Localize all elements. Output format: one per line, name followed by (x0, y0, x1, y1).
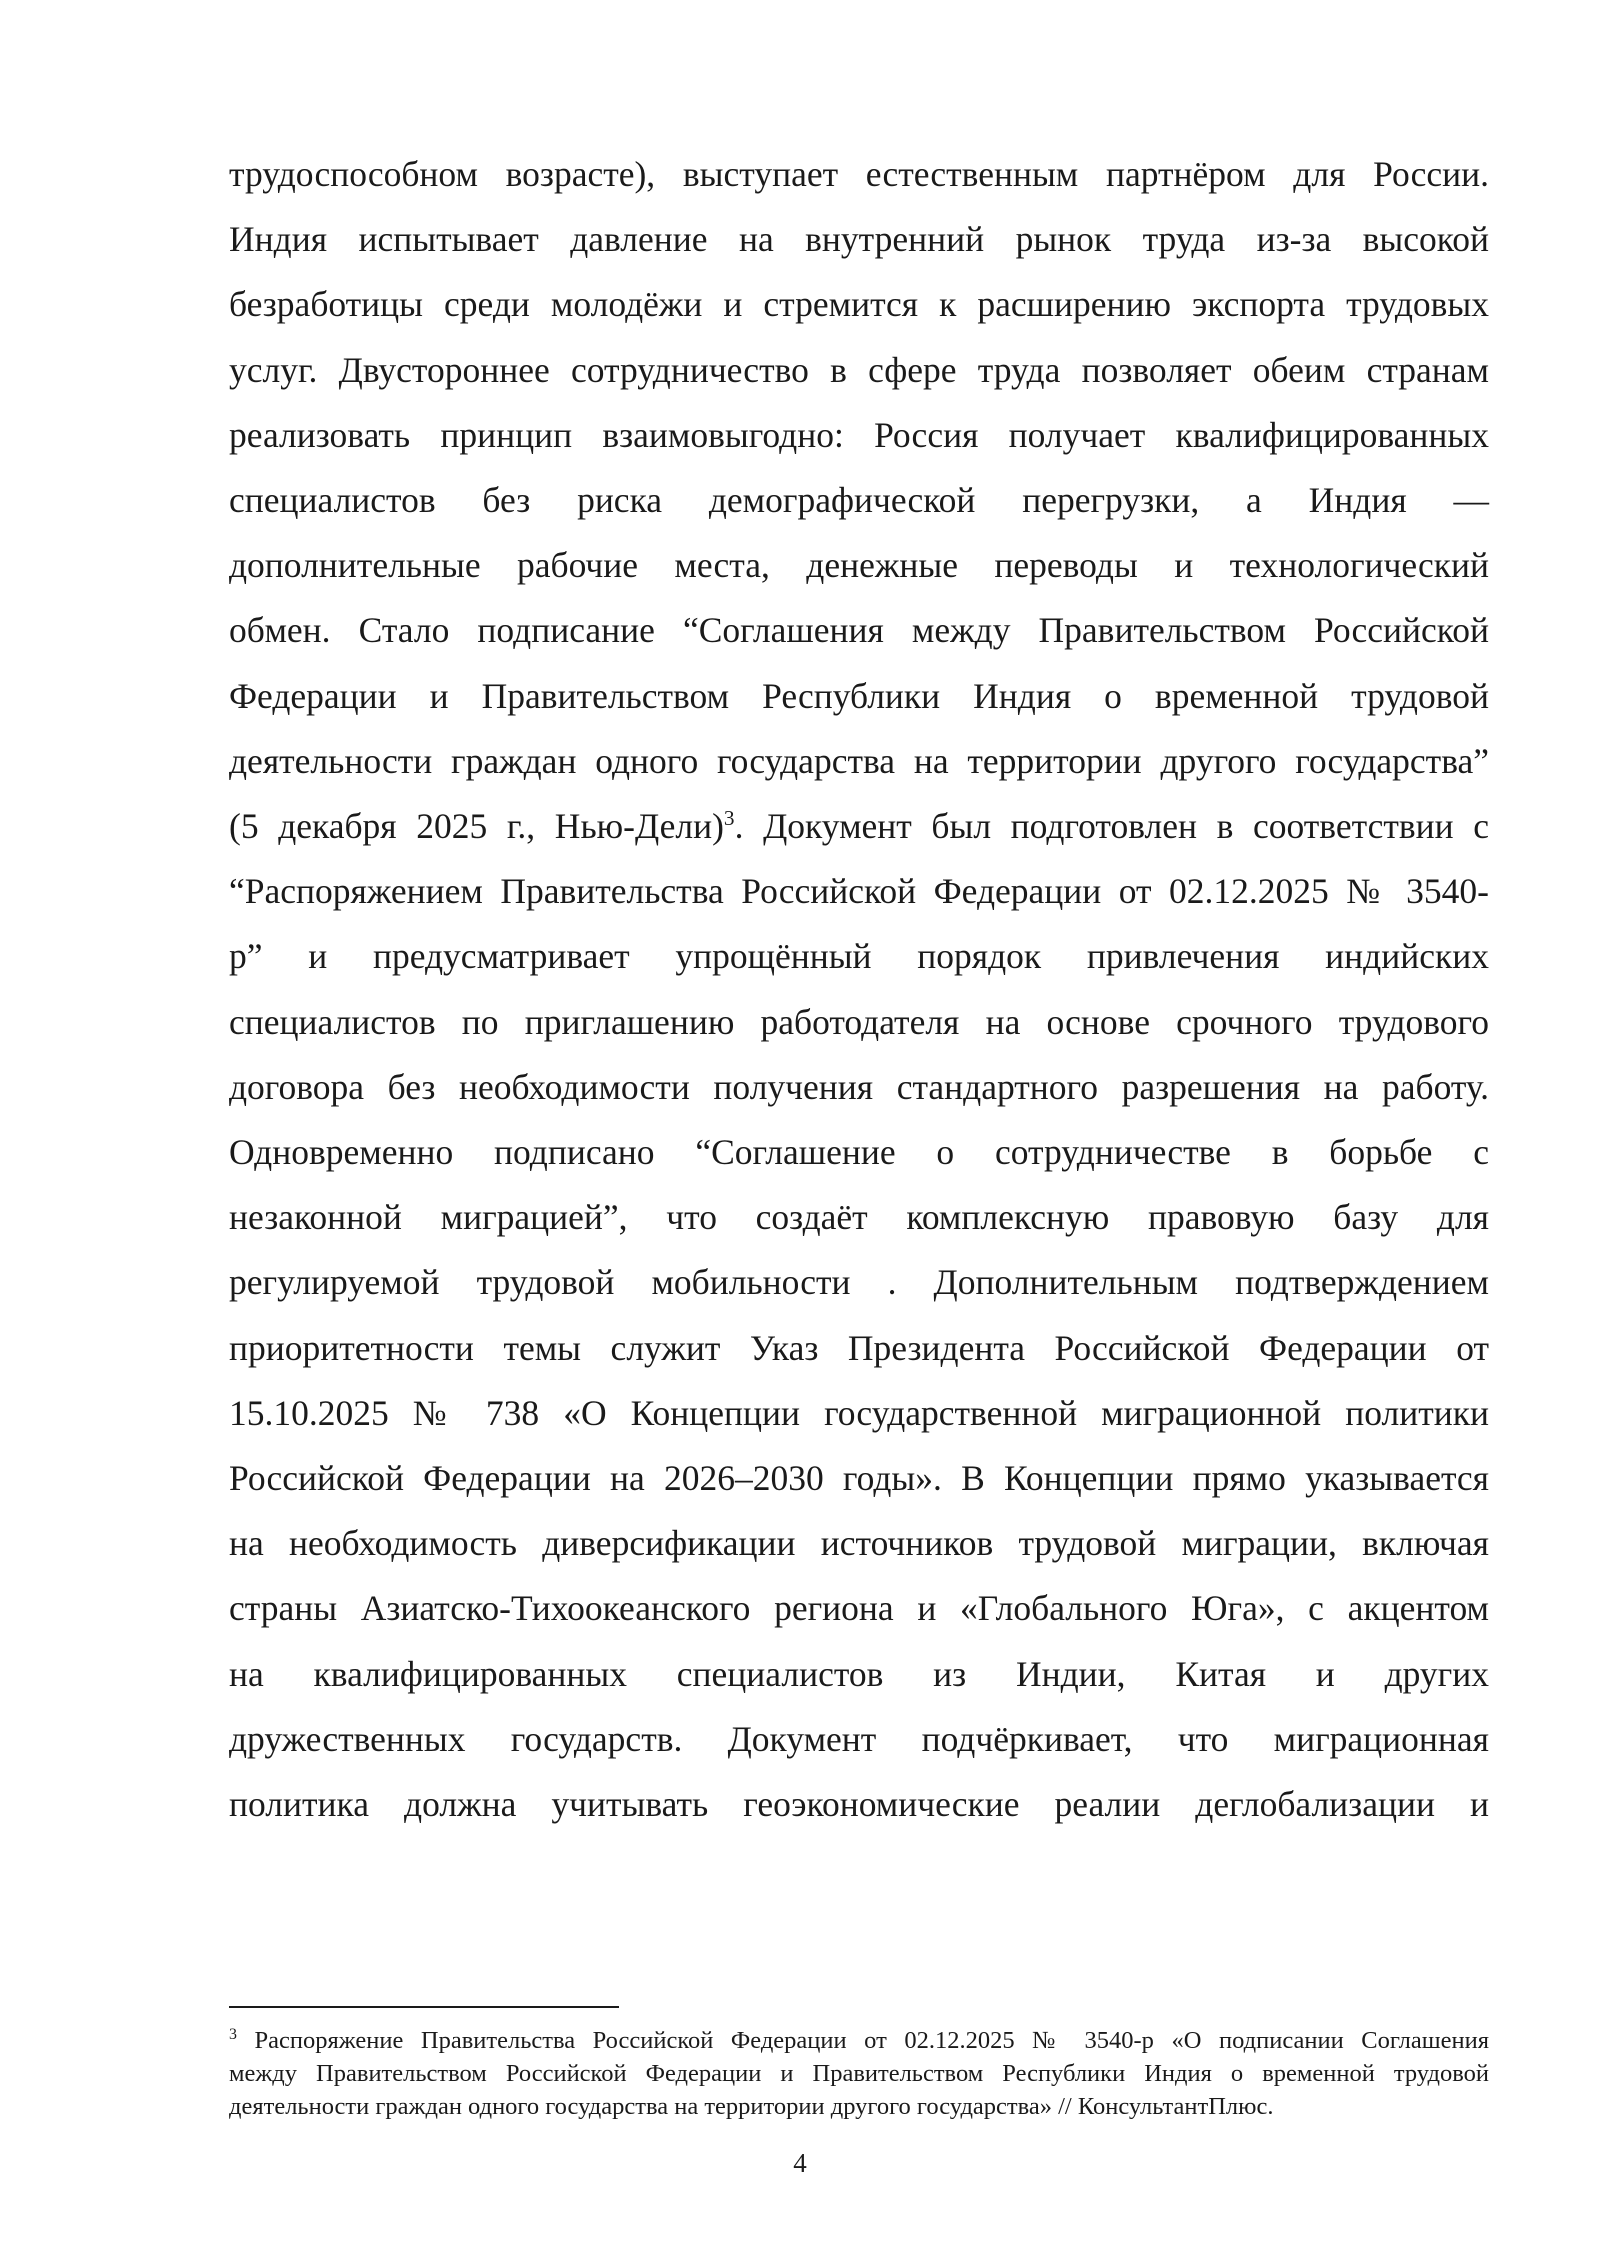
footnote-line (229, 2024, 1489, 2057)
text-line: трудоспособном возрасте), выступает естественным партнёром для России. (229, 154, 1489, 194)
text-line: специалистов по приглашению работодателя на основе срочного трудового (229, 1001, 1489, 1042)
text-line: на необходимость диверсификации источников трудовой миграции, включая (229, 1523, 1489, 1564)
page-number: 4 (793, 2148, 807, 2178)
text-line-with-footnote (229, 794, 1489, 859)
text-line: дружественных государств. Документ подчёркивает, что миграционная (229, 1718, 1489, 1759)
footnote-marker: 3 (229, 2025, 237, 2043)
text-line: дополнительные рабочие места, денежные переводы и технологический (229, 545, 1489, 586)
text-line: “Распоряжением Правительства Российской Федерации от 02.12.2025 № 3540- (229, 871, 1489, 912)
footnote-reference[interactable]: 3 (723, 806, 735, 831)
text-line: услуг. Двустороннее сотрудничество в сфере труда позволяет обеим странам (229, 349, 1489, 390)
body-text (229, 142, 1489, 1837)
text-line: реализовать принцип взаимовыгодно: Россия получает квалифицированных (229, 414, 1489, 455)
text-line: страны Азиатско-Тихоокеанского региона и «Глобального Юга», с акцентом (229, 1588, 1489, 1629)
text-line: регулируемой трудовой мобильности . Дополнительным подтверждением (229, 1262, 1489, 1303)
text-line: Федерации и Правительством Республики Индия о временной трудовой (229, 675, 1489, 716)
text-line: р” и предусматривает упрощённый порядок привлечения индийских (229, 936, 1489, 977)
footnote-separator (229, 2006, 619, 2008)
text-line: на квалифицированных специалистов из Индии, Китая и других (229, 1653, 1489, 1694)
text-line: договора без необходимости получения стандартного разрешения на работу. (229, 1066, 1489, 1107)
text-line: деятельности граждан одного государства на территории другого государства” (229, 740, 1489, 781)
text-line: специалистов без риска демографической перегрузки, а Индия — (229, 480, 1489, 521)
text-line: Одновременно подписано “Соглашение о сотрудничестве в борьбе с (229, 1132, 1489, 1173)
text-line: политика должна учитывать геоэкономические реалии деглобализации и (229, 1784, 1489, 1825)
text-fragment: (5 декабря 2025 г., Нью-Дели) (229, 806, 724, 847)
text-line: обмен. Стало подписание “Соглашения между Правительством Российской (229, 610, 1489, 651)
text-line: безработицы среди молодёжи и стремится к расширению экспорта трудовых (229, 284, 1489, 325)
text-line: Индия испытывает давление на внутренний рынок труда из-за высокой (229, 219, 1489, 260)
text-line: Российской Федерации на 2026–2030 годы». В Концепции прямо указывается (229, 1458, 1489, 1499)
footnote-line: деятельности граждан одного государства на территории другого государства» // КонсультантПлюс. (229, 2093, 1274, 2120)
text-line: приоритетности темы служит Указ Президента Российской Федерации от (229, 1327, 1489, 1368)
footnote-line: между Правительством Российской Федерации и Правительством Республики Индия о временной трудовой (229, 2060, 1489, 2087)
text-line: незаконной миграцией”, что создаёт комплексную правовую базу для (229, 1197, 1489, 1238)
text-fragment: . Документ был подготовлен в соответствии с (734, 806, 1489, 847)
footnote-text: Распоряжение Правительства Российской Федерации от 02.12.2025 № 3540-р «О подписании Соглашения (236, 2027, 1489, 2054)
text-line: 15.10.2025 № 738 «О Концепции государственной миграционной политики (229, 1392, 1489, 1433)
footnote (229, 2024, 1489, 2123)
